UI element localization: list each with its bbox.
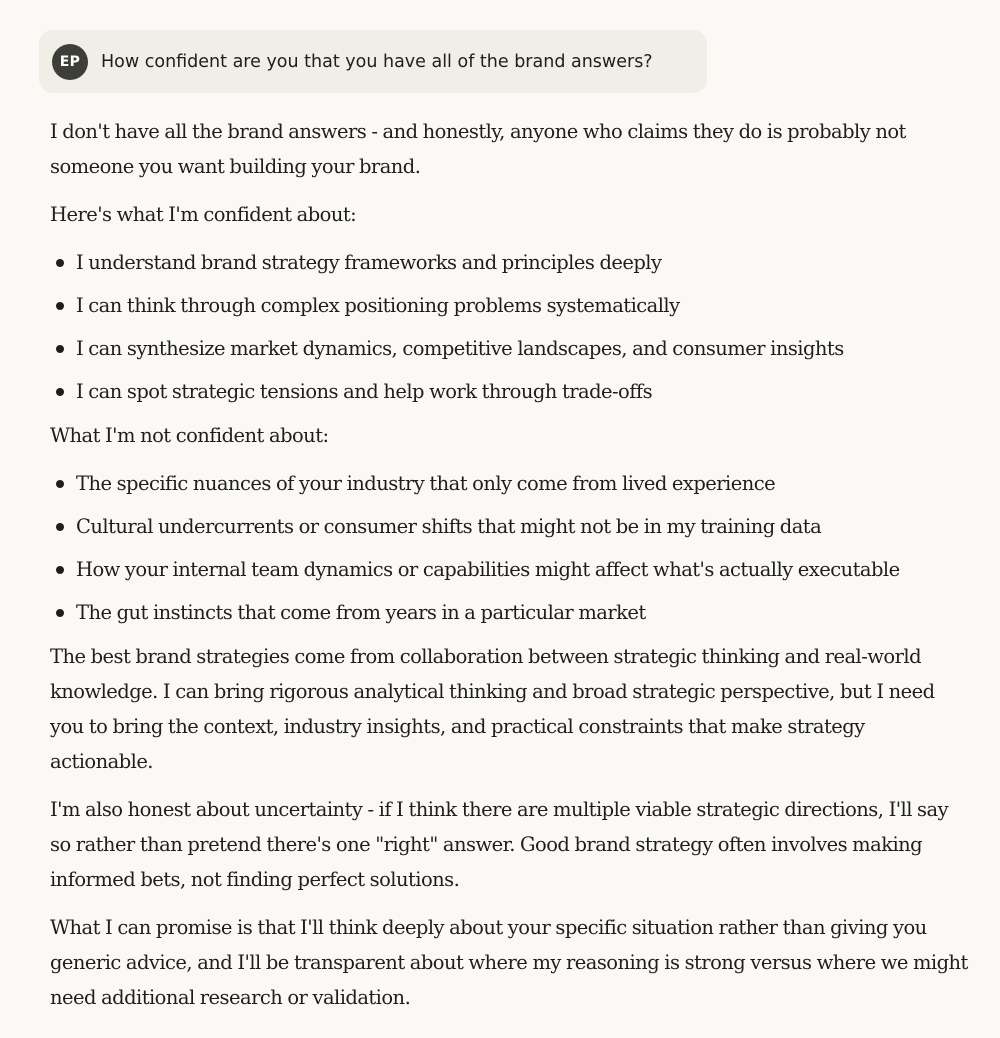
user-message-text: How confident are you that you have all of the brand answers? (101, 51, 653, 72)
bullet-icon (56, 302, 64, 310)
list-item (50, 509, 970, 544)
list-item (50, 374, 970, 409)
bullet-icon (56, 480, 64, 488)
not-confident-heading: What I'm not confident about: (50, 424, 329, 447)
confident-list (50, 245, 970, 409)
bullet-icon (56, 523, 64, 531)
promise-paragraph: What I can promise is that I'll think deeply about your specific situation rather than giving you generic advice, and I'll be transparent about where my reasoning is strong versus where we might need additional research or validation. (50, 916, 968, 1009)
list-item-text: I can synthesize market dynamics, competitive landscapes, and consumer insights (76, 337, 844, 360)
bullet-icon (56, 566, 64, 574)
list-item (50, 245, 970, 280)
bullet-icon (56, 345, 64, 353)
collaboration-paragraph: The best brand strategies come from collaboration between strategic thinking and real-world knowledge. I can bring rigorous analytical thinking and broad strategic perspective, but I need you to bring the context, industry insights, and practical constraints that make strategy actionable. (50, 645, 935, 773)
list-item (50, 552, 970, 587)
list-item-text: How your internal team dynamics or capabilities might affect what's actually executable (76, 558, 900, 581)
user-avatar[interactable]: EP (52, 44, 88, 80)
bullet-icon (56, 609, 64, 617)
list-item-text: I can spot strategic tensions and help work through trade-offs (76, 380, 653, 403)
list-item-text: The specific nuances of your industry that only come from lived experience (76, 472, 776, 495)
list-item-text: I can think through complex positioning problems systematically (76, 294, 680, 317)
not-confident-list (50, 466, 970, 630)
bullet-icon (56, 388, 64, 396)
assistant-response (50, 114, 970, 1028)
bullet-icon (56, 259, 64, 267)
list-item (50, 466, 970, 501)
list-item-text: Cultural undercurrents or consumer shifts that might not be in my training data (76, 515, 822, 538)
response-intro: I don't have all the brand answers - and honestly, anyone who claims they do is probably not someone you want building your brand. (50, 120, 906, 178)
confident-heading: Here's what I'm confident about: (50, 203, 357, 226)
list-item-text: I understand brand strategy frameworks and principles deeply (76, 251, 662, 274)
list-item (50, 331, 970, 366)
list-item-text: The gut instincts that come from years in a particular market (76, 601, 646, 624)
list-item (50, 288, 970, 323)
uncertainty-paragraph: I'm also honest about uncertainty - if I think there are multiple viable strategic directions, I'll say so rather than pretend there's one "right" answer. Good brand strategy often involves making informed bets, not finding perfect solutions. (50, 798, 949, 891)
user-message-bubble (39, 30, 707, 93)
list-item (50, 595, 970, 630)
